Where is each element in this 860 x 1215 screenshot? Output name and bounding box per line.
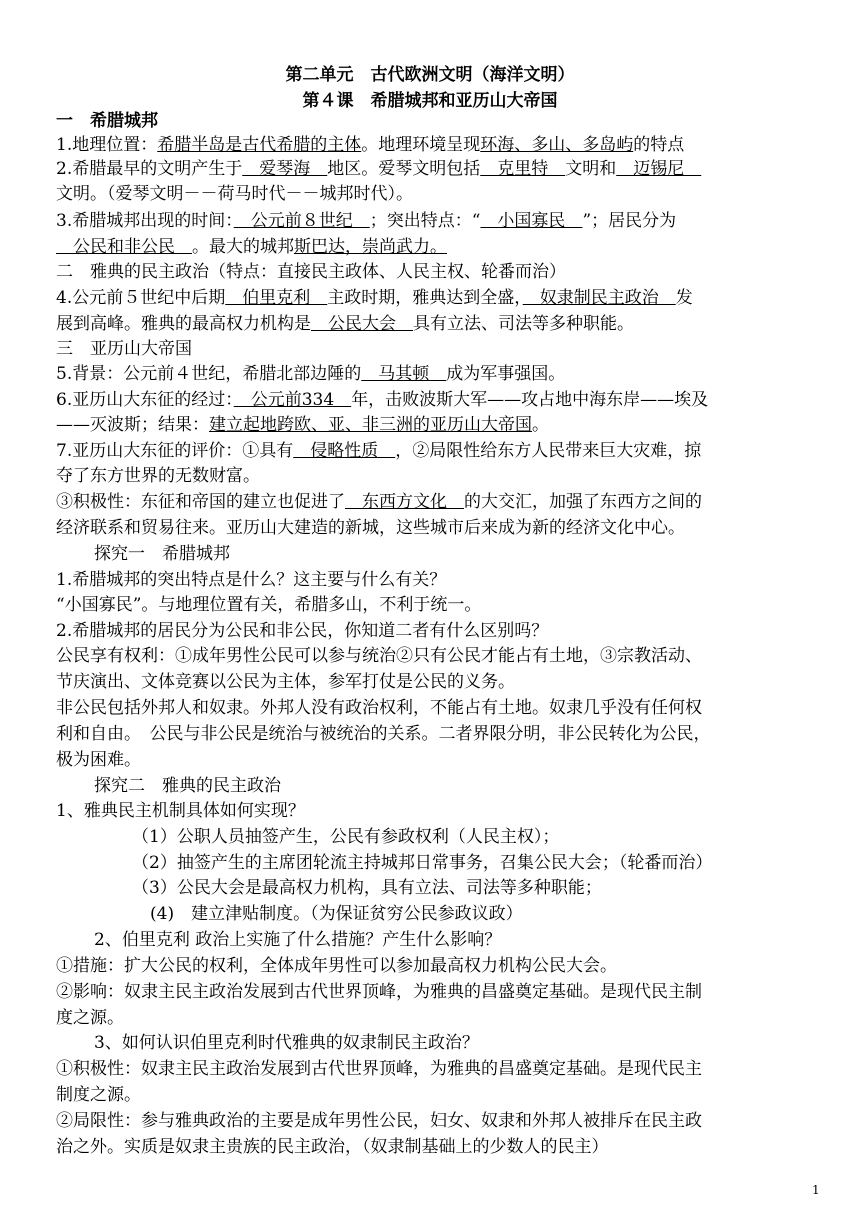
answer-line: 非公民包括外邦人和奴隶。外邦人没有政治权利，不能占有土地。奴隶几乎没有任何权 [56,698,702,718]
paragraph-line: 公民和非公民 。最大的城邦斯巴达，崇尚武力。 [56,237,447,257]
answer-line: 公民享有权利：①成年男性公民可以参与统治②只有公民才能占有土地，③宗教活动、 [56,646,702,666]
page-number: 1 [812,1183,820,1197]
paragraph-line: 6.亚历山大东征的经过： 公元前334 年，击败波斯大军——攻占地中海东岸——埃及 [56,390,709,410]
answer-line: ②局限性：参与雅典政治的主要是成年男性公民，妇女、奴隶和外邦人被排斥在民主政 [56,1111,702,1131]
paragraph-line: ③积极性：东征和帝国的建立也促进了 东西方文化 的大交汇，加强了东西方之间的 [56,492,702,512]
paragraph-line: 2.希腊最早的文明产生于 爱琴海 地区。爱琴文明包括 克里特 文明和 迈锡尼 [56,159,702,179]
answer-line: ①积极性：奴隶主民主政治发展到古代世界顶峰，为雅典的昌盛奠定基础。是现代民主 [56,1059,702,1079]
paragraph-line: 夺了东方世界的无数财富。 [56,466,260,486]
explore-heading-1: 探究一 希腊城邦 [94,544,230,564]
list-item: （1）公职人员抽签产生，公民有参政权利（人民主权）； [132,827,560,847]
question-line: 2.希腊城邦的居民分为公民和非公民，你知道二者有什么区别吗？ [56,621,549,641]
answer-line: 制度之源。 [56,1085,141,1105]
paragraph-line: 7.亚历山大东征的评价：①具有 侵略性质 ，②局限性给东方人民带来巨大灾难，掠 [56,441,702,461]
answer-line: “小国寡民”。与地理位置有关，希腊多山，不利于统一。 [56,595,482,615]
answer-line: 度之源。 [56,1008,124,1028]
section-heading-3: 三 亚历山大帝国 [56,339,192,359]
explore-heading-2: 探究二 雅典的民主政治 [94,776,281,796]
list-item: (4) 建立津贴制度。（为保证贫穷公民参政议政） [150,904,523,924]
paragraph-line: 文明。（爱琴文明－－荷马时代－－城邦时代）。 [56,184,413,204]
answer-line: 治之外。实质是奴隶主贵族的民主政治，（奴隶制基础上的少数人的民主） [56,1137,609,1157]
paragraph-line: 5.背景：公元前４世纪，希腊北部边陲的 马其顿 成为军事强国。 [56,364,566,384]
list-item: （2）抽签产生的主席团轮流主持城邦日常事务，召集公民大会；（轮番而治） [132,853,713,873]
answer-line: ①措施：扩大公民的权利，全体成年男性可以参加最高权力机构公民大会。 [56,956,617,976]
section-heading-2: 二 雅典的民主政治（特点：直接民主政体、人民主权、轮番而治） [56,262,566,282]
paragraph-line: 3.希腊城邦出现的时间： 公元前８世纪 ；突出特点：“ 小国寡民 ”；居民分为 [56,211,677,231]
paragraph-line: 4.公元前５世纪中后期 伯里克利 主政时期，雅典达到全盛， 奴隶制民主政治 发 [56,288,693,308]
question-line: 3、如何认识伯里克利时代雅典的奴隶制民主政治？ [94,1033,479,1053]
list-item: （3）公民大会是最高权力机构，具有立法、司法等多种职能； [132,878,602,898]
unit-title: 第二单元 古代欧洲文明（海洋文明） [285,65,575,85]
answer-line: 节庆演出、文体竞赛以公民为主体，参军打仗是公民的义务。 [56,672,515,692]
paragraph-line: ——灭波斯；结果：建立起地跨欧、亚、非三洲的亚历山大帝国。 [56,415,549,435]
answer-line: 利和自由。 公民与非公民是统治与被统治的关系。二者界限分明，非公民转化为公民， [56,724,711,744]
paragraph-line: 经济联系和贸易往来。亚历山大建造的新城，这些城市后来成为新的经济文化中心。 [56,518,685,538]
question-line: 1.希腊城邦的突出特点是什么？这主要与什么有关？ [56,570,447,590]
answer-line: 极为困难。 [56,750,141,770]
question-line: 1、雅典民主机制具体如何实现？ [56,801,305,821]
answer-line: ②影响：奴隶主民主政治发展到古代世界顶峰，为雅典的昌盛奠定基础。是现代民主制 [56,982,702,1002]
section-heading-1: 一 希腊城邦 [56,111,158,131]
paragraph-line: 1.地理位置：希腊半岛是古代希腊的主体。地理环境呈现环海、多山、多岛屿的特点 [56,135,685,155]
question-line: 2、伯里克利 政治上实施了什么措施？产生什么影响？ [94,930,502,950]
paragraph-line: 展到高峰。雅典的最高权力机构是 公民大会 具有立法、司法等多种职能。 [56,314,634,334]
lesson-title: 第４课 希腊城邦和亚历山大帝国 [302,91,558,111]
